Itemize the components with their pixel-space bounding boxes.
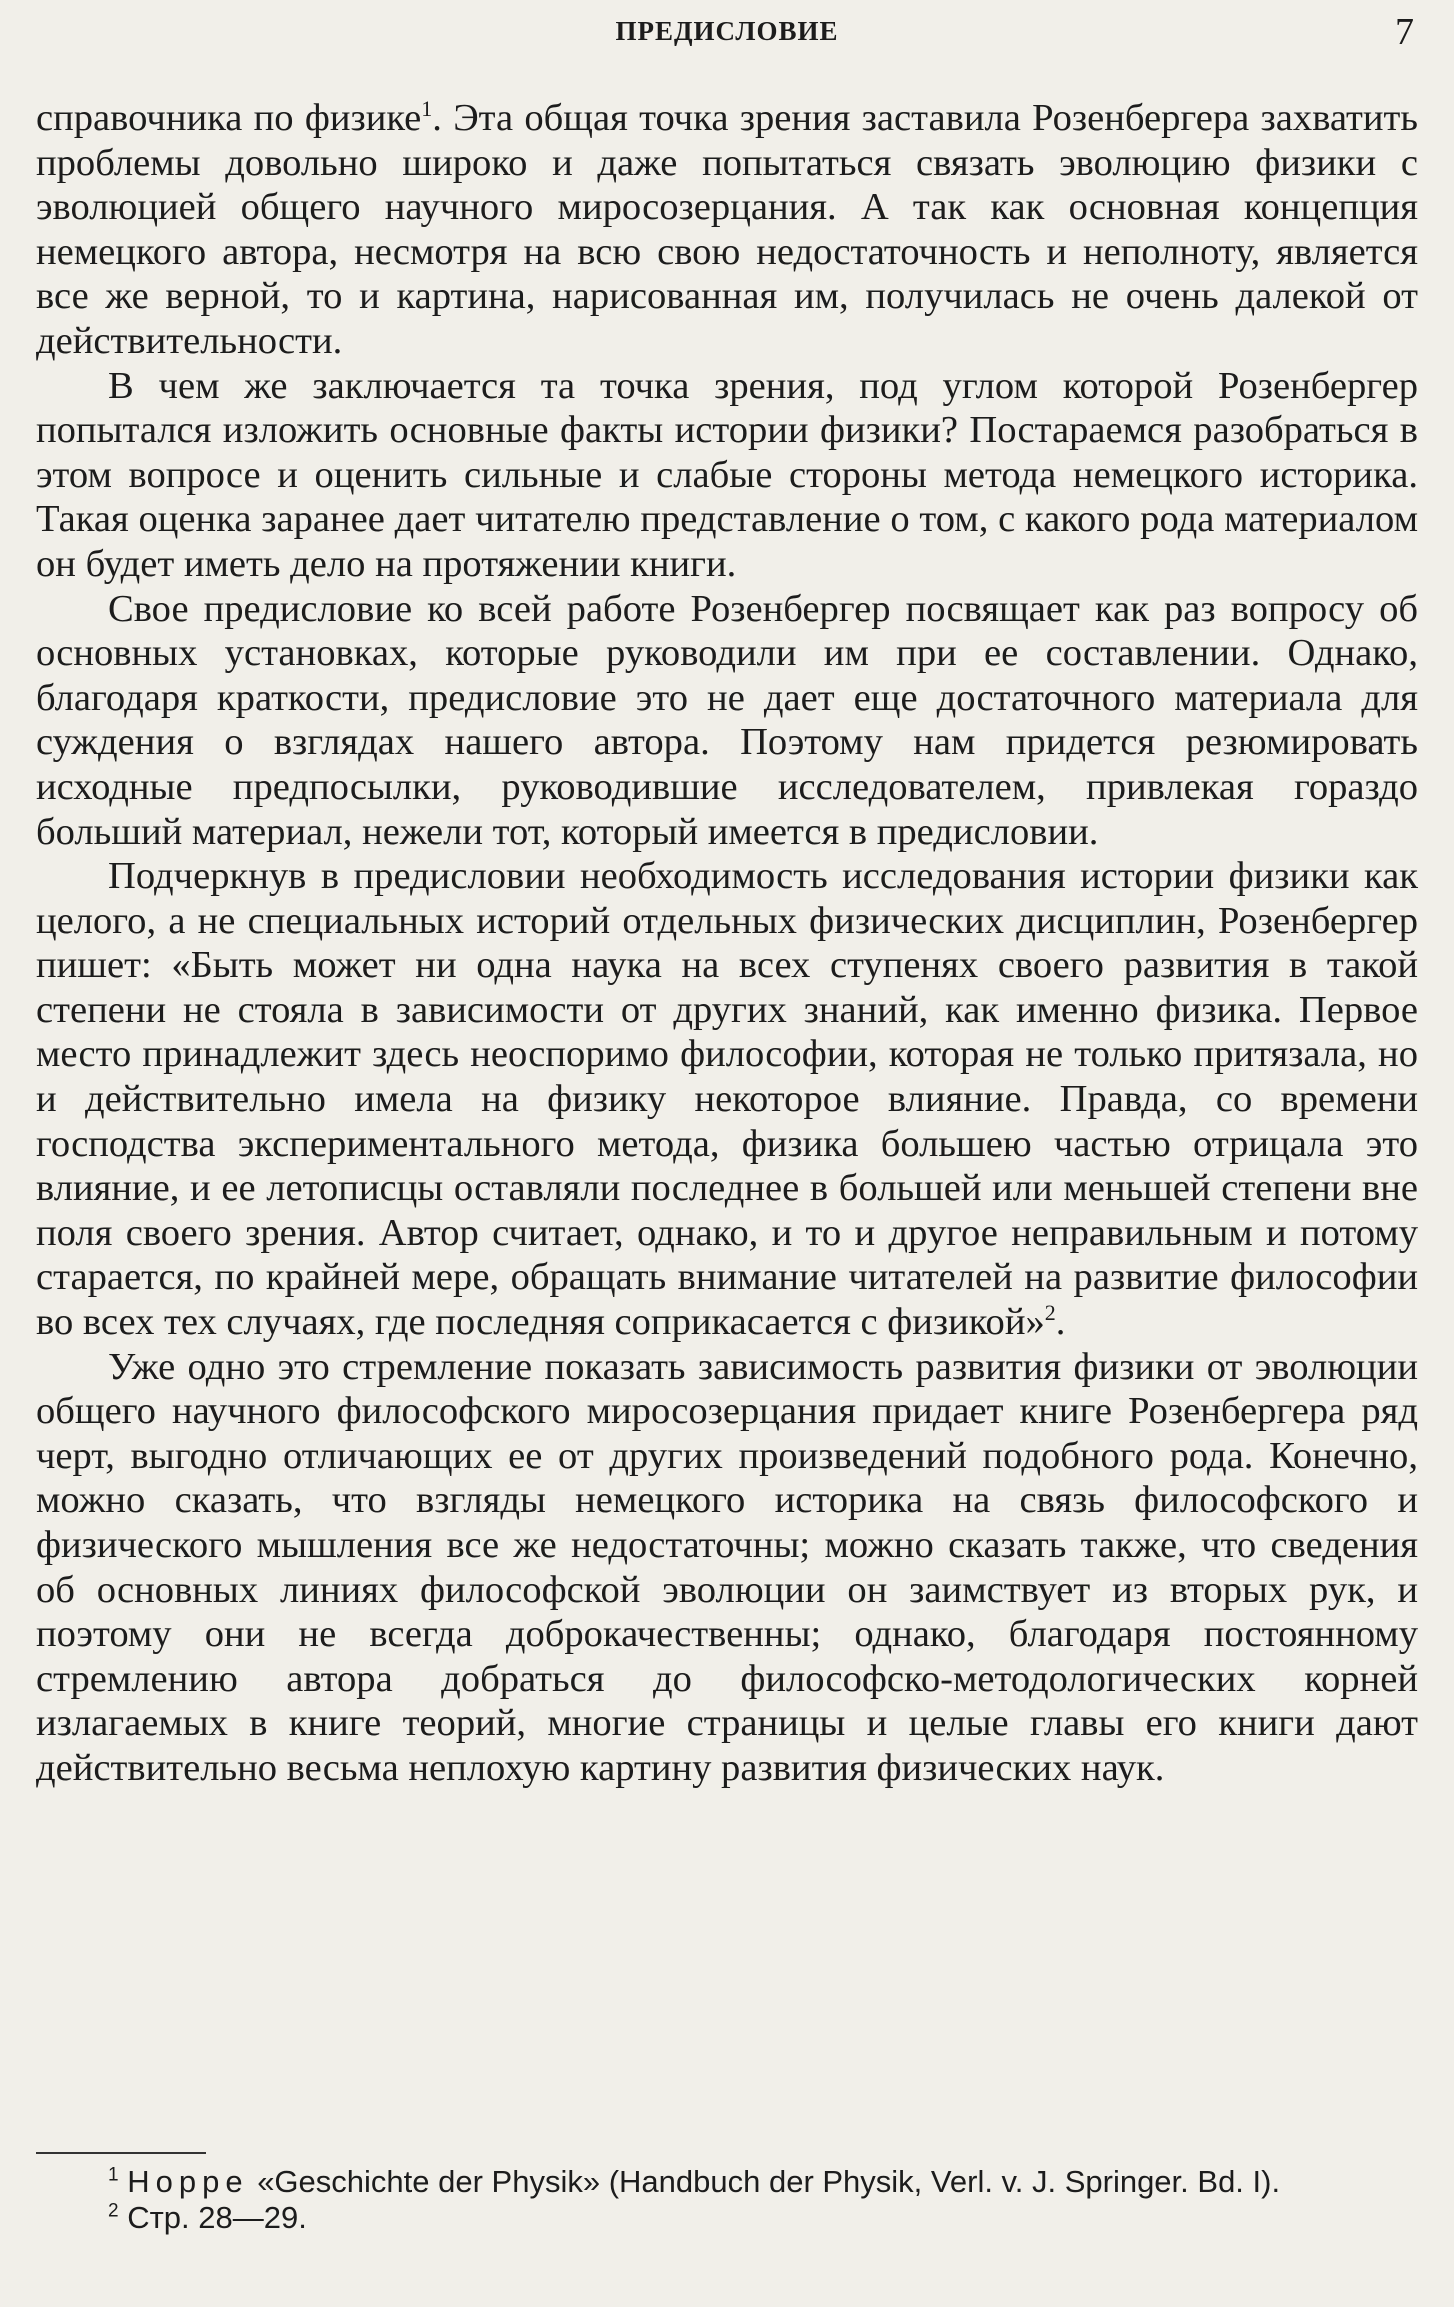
paragraph-text: справочника по физике	[36, 97, 422, 139]
footnote-text: «Geschichte der Physik» (Handbuch der Physik, Verl. v. J. Springer. Bd. I).	[257, 2164, 1281, 2199]
footnote-1	[36, 2164, 1418, 2200]
paragraph-2: В чем же заключается та точка зрения, под углом которой Розенбергер попытался изложить основные факты истории физики? Постараемся разобраться в этом вопросе и оценить сильные и слабые стороны метода немецкого историка. Такая оценка заранее дает читателю представление о том, с какого рода материалом он будет иметь дело на протяжении книги.	[36, 364, 1418, 585]
footnotes	[36, 2164, 1418, 2236]
footnote-reference-2: 2	[1044, 1300, 1056, 1326]
chapter-title: ПРЕДИСЛОВИЕ	[615, 16, 839, 46]
paragraph-text: Подчеркнув в предисловии необходимость исследования истории физики как целого, а не специальных историй отдельных физических дисциплин, Розенбергер пишет: «Быть может ни одна наука на всех ступенях своего развития в такой степени не стояла в зависимости от других знаний, как именно физика. Первое место принадлежит здесь неоспоримо философии, которая не только притязала, но и действительно имела на физику некоторое влияние. Правда, со времени господства экспериментального метода, физика большею частью отрицала это влияние, и ее летописцы оставляли последнее в большей или меньшей степени вне поля своего зрения. Автор считает, однако, и то и другое неправильным и потому старается, по крайней мере, обращать внимание читателей на развитие философии во всех тех случаях, где последняя соприкасается с физикой»	[36, 855, 1418, 1344]
page-number: 7	[1395, 11, 1414, 53]
footnote-mark: 1	[108, 2164, 119, 2186]
paragraph-3: Свое предисловие ко всей работе Розенбергер посвящает как раз вопросу об основных установках, которые руководили им при ее составлении. Однако, благодаря краткости, предисловие это не дает еще достаточного материала для суждения о взглядах нашего автора. Поэтому нам придется резюмировать исходные предпосылки, руководившие исследователем, привлекая гораздо больший материал, нежели тот, который имеется в предисловии.	[36, 587, 1418, 853]
footnote-2	[36, 2200, 1418, 2236]
running-header	[0, 10, 1454, 60]
paragraph-4	[36, 854, 1418, 1345]
paragraph-1	[36, 96, 1418, 364]
footnote-divider	[36, 2152, 206, 2154]
paragraph-text-tail: . Эта общая точка зрения заставила Розенбергера захватить проблемы довольно широко и даже попытаться связать эволюцию физики с эволюцией общего научного миросозерцания. А так как основная концепция немецкого автора, несмотря на всю свою недостаточность и неполноту, является все же верной, то и картина, нарисованная им, получилась не очень далекой от действительности.	[36, 97, 1418, 362]
footnote-reference-1: 1	[421, 96, 433, 122]
paragraph-5: Уже одно это стремление показать зависимость развития физики от эволюции общего научного философского миросозерцания придает книге Розенбергера ряд черт, выгодно отличающих ее от других произведений подобного рода. Конечно, можно сказать, что взгляды немецкого историка на связь философского и физического мышления все же недостаточны; можно сказать также, что сведения об основных линиях философской эволюции он заимствует из вторых рук, и поэтому они не всегда доброкачественны; однако, благодаря постоянному стремлению автора добраться до философско-методологических корней излагаемых в книге теорий, многие страницы и целые главы его книги дают действительно весьма неплохую картину развития физических наук.	[36, 1345, 1418, 1789]
footnote-text: Стр. 28—29.	[127, 2200, 307, 2235]
body-text	[36, 96, 1418, 1791]
footnote-author: Hoppe	[127, 2164, 249, 2199]
paragraph-text-tail: .	[1055, 1301, 1066, 1344]
footnote-mark: 2	[108, 2200, 119, 2222]
